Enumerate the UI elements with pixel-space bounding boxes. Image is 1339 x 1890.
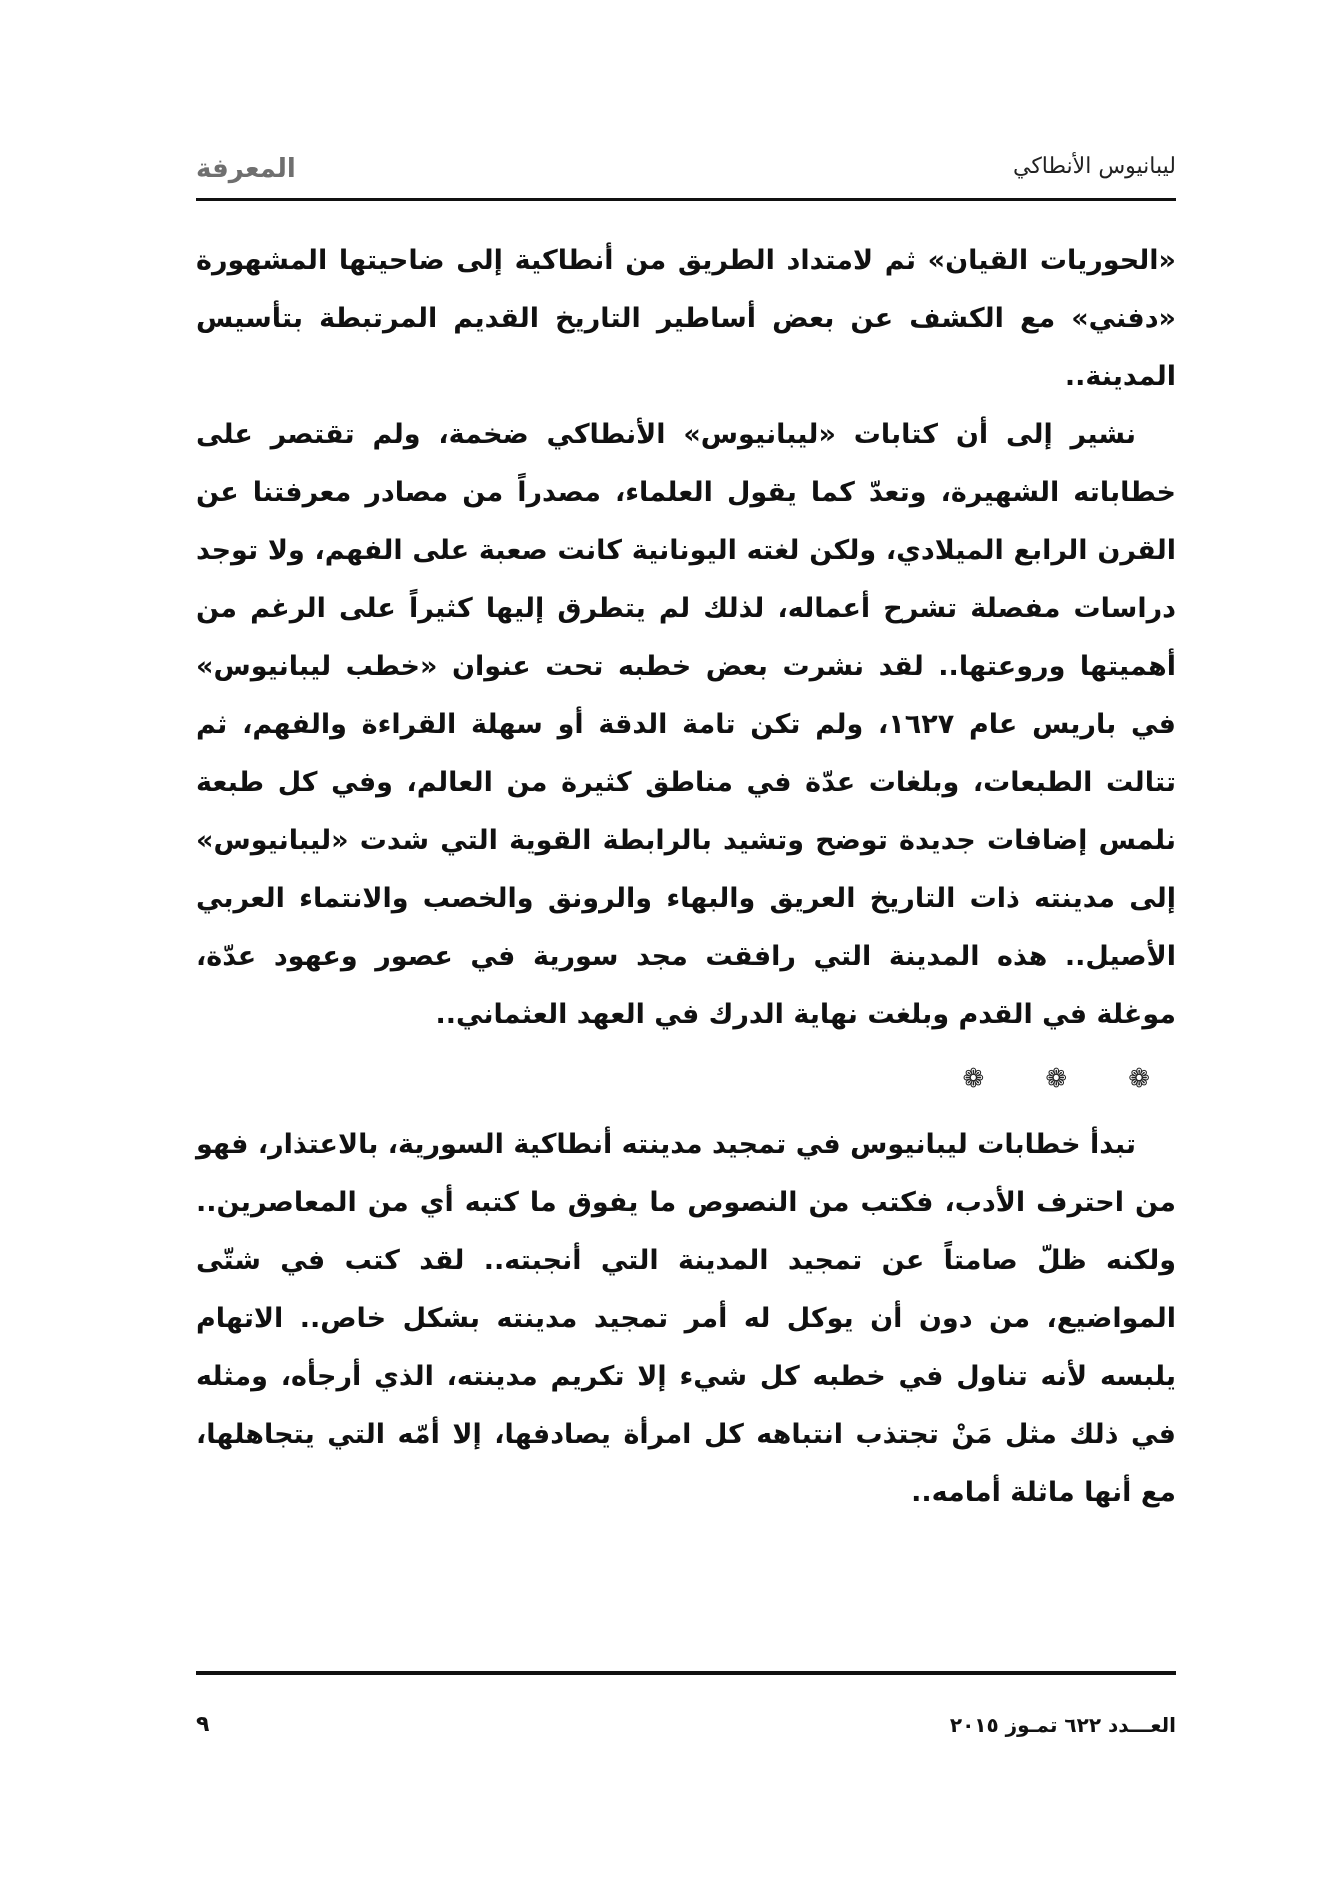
issue-info: العـــدد ٦٢٢ تمـوز ٢٠١٥ (949, 1713, 1176, 1737)
paragraph-1: «الحوريات القيان» ثم لامتداد الطريق من أنطاكية إلى ضاحيتها المشهورة «دفني» مع الكشف عن بعض أساطير التاريخ القديم المرتبطة بتأسيس المدينة.. (196, 245, 1176, 392)
footer-divider (196, 1671, 1176, 1675)
paragraph-3: تبدأ خطابات ليبانيوس في تمجيد مدينته أنطاكية السورية، بالاعتذار، فهو من احترف الأدب، فكتب من النصوص ما يفوق ما كتبه أي من المعاصرين.. ولكنه ظلّ صامتاً عن تمجيد المدينة التي أنجبته.. لقد كتب في شتّى المواضيع، من دون أن يوكل له أمر تمجيد مدينته بشكل خاص.. الاتهام يلبسه لأنه تناول في خطبه كل شيء إلا تكريم مدينته، الذي أرجأه، ومثله في ذلك مثل مَنْ تجتذب انتباهه كل امرأة يصادفها، إلا أمّه التي يتجاهلها، مع أنها ماثلة أمامه.. (196, 1129, 1176, 1508)
paragraph-2: نشير إلى أن كتابات «ليبانيوس» الأنطاكي ضخمة، ولم تقتصر على خطاباته الشهيرة، وتعدّ كما يقول العلماء، مصدراً من مصادر معرفتنا عن القرن الرابع الميلادي، ولكن لغته اليونانية كانت صعبة على الفهم، ولا توجد دراسات مفصلة تشرح أعماله، لذلك لم يتطرق إليها كثيراً على الرغم من أهميتها وروعتها.. لقد نشرت بعض خطبه تحت عنوان «خطب ليبانيوس» في باريس عام ١٦٢٧، ولم تكن تامة الدقة أو سهلة القراءة والفهم، ثم تتالت الطبعات، وبلغات عدّة في مناطق كثيرة من العالم، وفي كل طبعة نلمس إضافات جديدة توضح وتشيد بالرابطة القوية التي شدت «ليبانيوس» إلى مدينته ذات التاريخ العريق والبهاء والرونق والخصب والانتماء العربي الأصيل.. هذه المدينة التي رافقت مجد سورية في عصور وعهود عدّة، موغلة في القدم وبلغت نهاية الدرك في العهد العثماني.. (196, 419, 1176, 1030)
flower-ornament-icon: ❁ (1045, 1064, 1068, 1094)
page-header (196, 150, 1176, 190)
flower-ornament-icon: ❁ (1128, 1064, 1150, 1094)
header-divider (196, 198, 1176, 201)
running-title: ليبانيوس الأنطاكي (1012, 154, 1176, 179)
magazine-logo: المعرفة (196, 154, 296, 184)
flower-ornament-icon: ❁ (962, 1064, 985, 1094)
section-ornaments (196, 1050, 1176, 1108)
page-number: ٩ (196, 1712, 210, 1737)
article-body (196, 232, 1176, 1522)
